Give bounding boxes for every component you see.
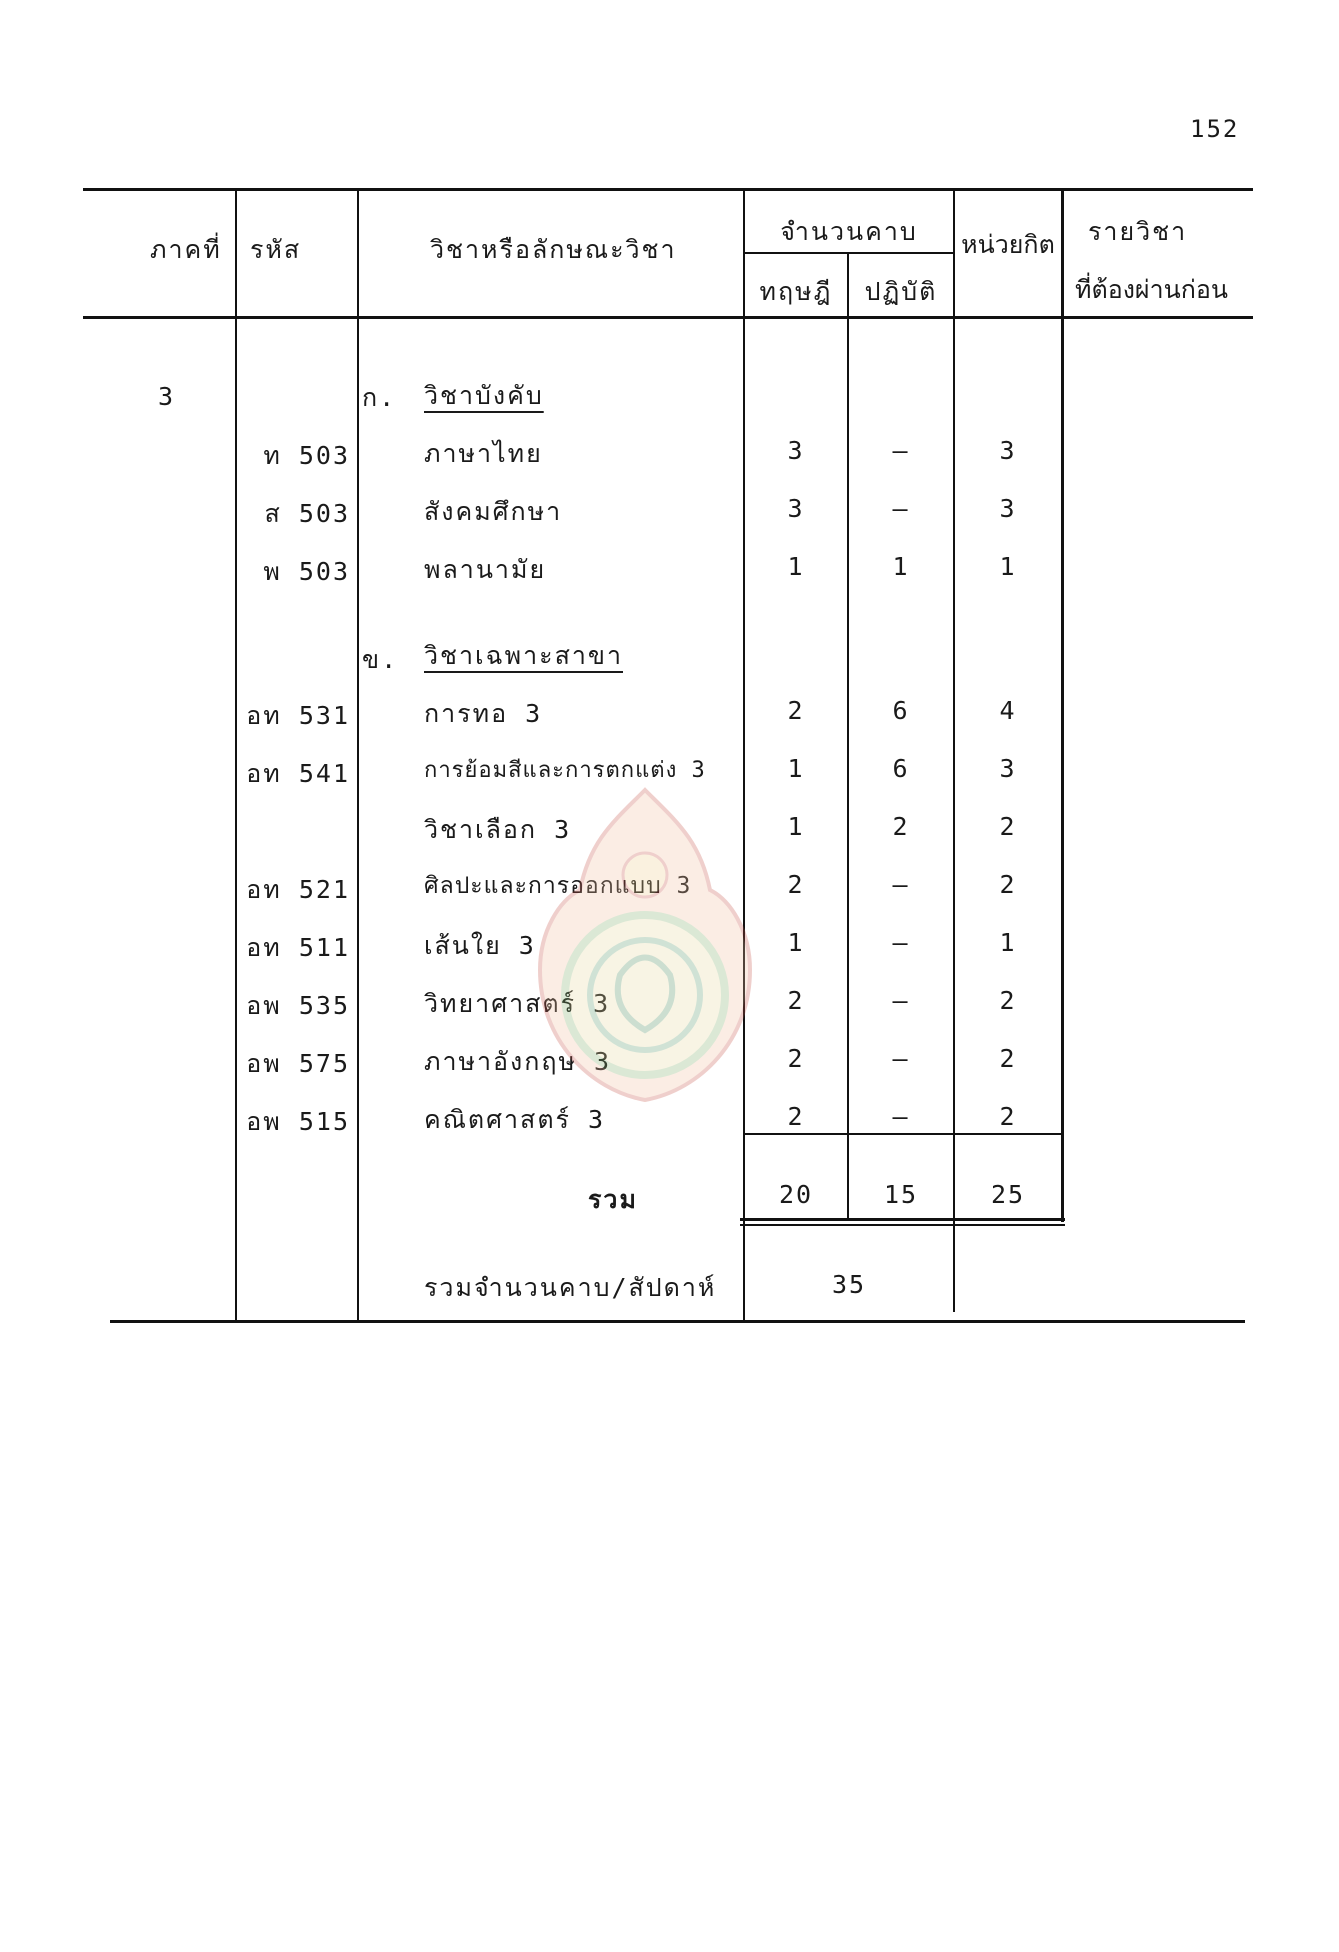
course-credits: 3: [999, 494, 1017, 523]
course-practice: 6: [892, 696, 910, 725]
weekly-label: รวมจำนวนคาบ/สัปดาห์: [424, 1273, 717, 1302]
section-title: วิชาบังคับ: [424, 381, 544, 410]
col-divider-practice: [953, 190, 955, 1312]
total-theory: 20: [778, 1180, 814, 1209]
header-prereq-line1: รายวิชา: [1088, 217, 1188, 246]
course-name: ภาษาอังกฤษ 3: [424, 1047, 612, 1076]
page-number: 152: [1190, 115, 1240, 143]
section-title: วิชาเฉพาะสาขา: [424, 641, 623, 670]
course-theory: 2: [787, 986, 805, 1015]
course-code: อพ 575: [246, 1049, 350, 1078]
header-prereq-line2: ที่ต้องผ่านก่อน: [1075, 275, 1228, 304]
col-divider-credits: [1061, 190, 1064, 1222]
course-credits: 2: [999, 986, 1017, 1015]
periods-subheader-rule: [745, 252, 955, 254]
weekly-value: 35: [831, 1270, 867, 1299]
course-name: ศิลปะและการออกแบบ 3: [424, 873, 692, 899]
course-name: คณิตศาสตร์ 3: [424, 1105, 606, 1134]
col-divider-code: [357, 190, 359, 1322]
total-bottom-double-rule-2: [740, 1224, 1065, 1226]
course-code: ส 503: [264, 499, 350, 528]
course-theory: 1: [787, 812, 805, 841]
course-practice: –: [892, 494, 910, 523]
course-code: อท 521: [246, 875, 350, 904]
total-label: รวม: [588, 1185, 638, 1214]
table-top-rule: [83, 188, 1253, 191]
header-practice: ปฏิบัติ: [864, 277, 938, 306]
course-name: วิทยาศาสตร์ 3: [424, 989, 611, 1018]
course-practice: –: [892, 986, 910, 1015]
course-theory: 3: [787, 494, 805, 523]
header-term: ภาคที่: [150, 235, 222, 264]
course-code: พ 503: [263, 557, 350, 586]
course-theory: 1: [787, 928, 805, 957]
header-code: รหัส: [250, 235, 302, 264]
course-name: การย้อมสีและการตกแต่ง 3: [424, 758, 706, 783]
course-code: อพ 535: [246, 991, 350, 1020]
section-marker: ก.: [362, 383, 397, 412]
total-practice: 15: [883, 1180, 919, 1209]
course-theory: 2: [787, 870, 805, 899]
course-credits: 2: [999, 1102, 1017, 1131]
course-theory: 2: [787, 1044, 805, 1073]
course-name: การทอ 3: [424, 699, 543, 728]
course-practice: –: [892, 928, 910, 957]
course-credits: 3: [999, 754, 1017, 783]
course-credits: 2: [999, 812, 1017, 841]
course-credits: 3: [999, 436, 1017, 465]
col-divider-term: [235, 190, 237, 1322]
course-theory: 2: [787, 1102, 805, 1131]
total-bottom-double-rule: [740, 1218, 1065, 1221]
term-number: 3: [158, 382, 176, 411]
course-practice: –: [892, 1102, 910, 1131]
section-marker: ข.: [362, 645, 399, 674]
course-name: เส้นใย 3: [424, 931, 536, 960]
course-credits: 1: [999, 928, 1017, 957]
course-practice: 6: [892, 754, 910, 783]
total-credits: 25: [990, 1180, 1026, 1209]
course-name: ภาษาไทย: [424, 439, 543, 468]
table-bottom-rule: [110, 1320, 1245, 1323]
course-practice: –: [892, 1044, 910, 1073]
course-code: ท 503: [263, 441, 350, 470]
seal-watermark-icon: [520, 780, 770, 1110]
course-practice: 2: [892, 812, 910, 841]
course-practice: –: [892, 436, 910, 465]
course-code: อท 531: [246, 701, 350, 730]
course-theory: 1: [787, 552, 805, 581]
course-credits: 2: [999, 870, 1017, 899]
course-credits: 1: [999, 552, 1017, 581]
course-practice: 1: [892, 552, 910, 581]
course-name: พลานามัย: [424, 555, 547, 584]
course-theory: 2: [787, 696, 805, 725]
course-code: อท 511: [246, 933, 350, 962]
header-periods: จำนวนคาบ: [780, 217, 918, 246]
course-code: อท 541: [246, 759, 350, 788]
course-name: วิชาเลือก 3: [424, 815, 572, 844]
header-theory: ทฤษฎี: [759, 277, 833, 306]
course-theory: 1: [787, 754, 805, 783]
course-credits: 4: [999, 696, 1017, 725]
course-name: สังคมศึกษา: [424, 497, 563, 526]
course-code: อพ 515: [246, 1107, 350, 1136]
col-divider-theory: [847, 252, 849, 1220]
course-theory: 3: [787, 436, 805, 465]
header-subject: วิชาหรือลักษณะวิชา: [430, 235, 677, 264]
course-credits: 2: [999, 1044, 1017, 1073]
total-top-rule: [745, 1133, 1063, 1135]
course-practice: –: [892, 870, 910, 899]
header-credits: หน่วยกิต: [961, 230, 1055, 259]
header-bottom-rule: [83, 316, 1253, 319]
